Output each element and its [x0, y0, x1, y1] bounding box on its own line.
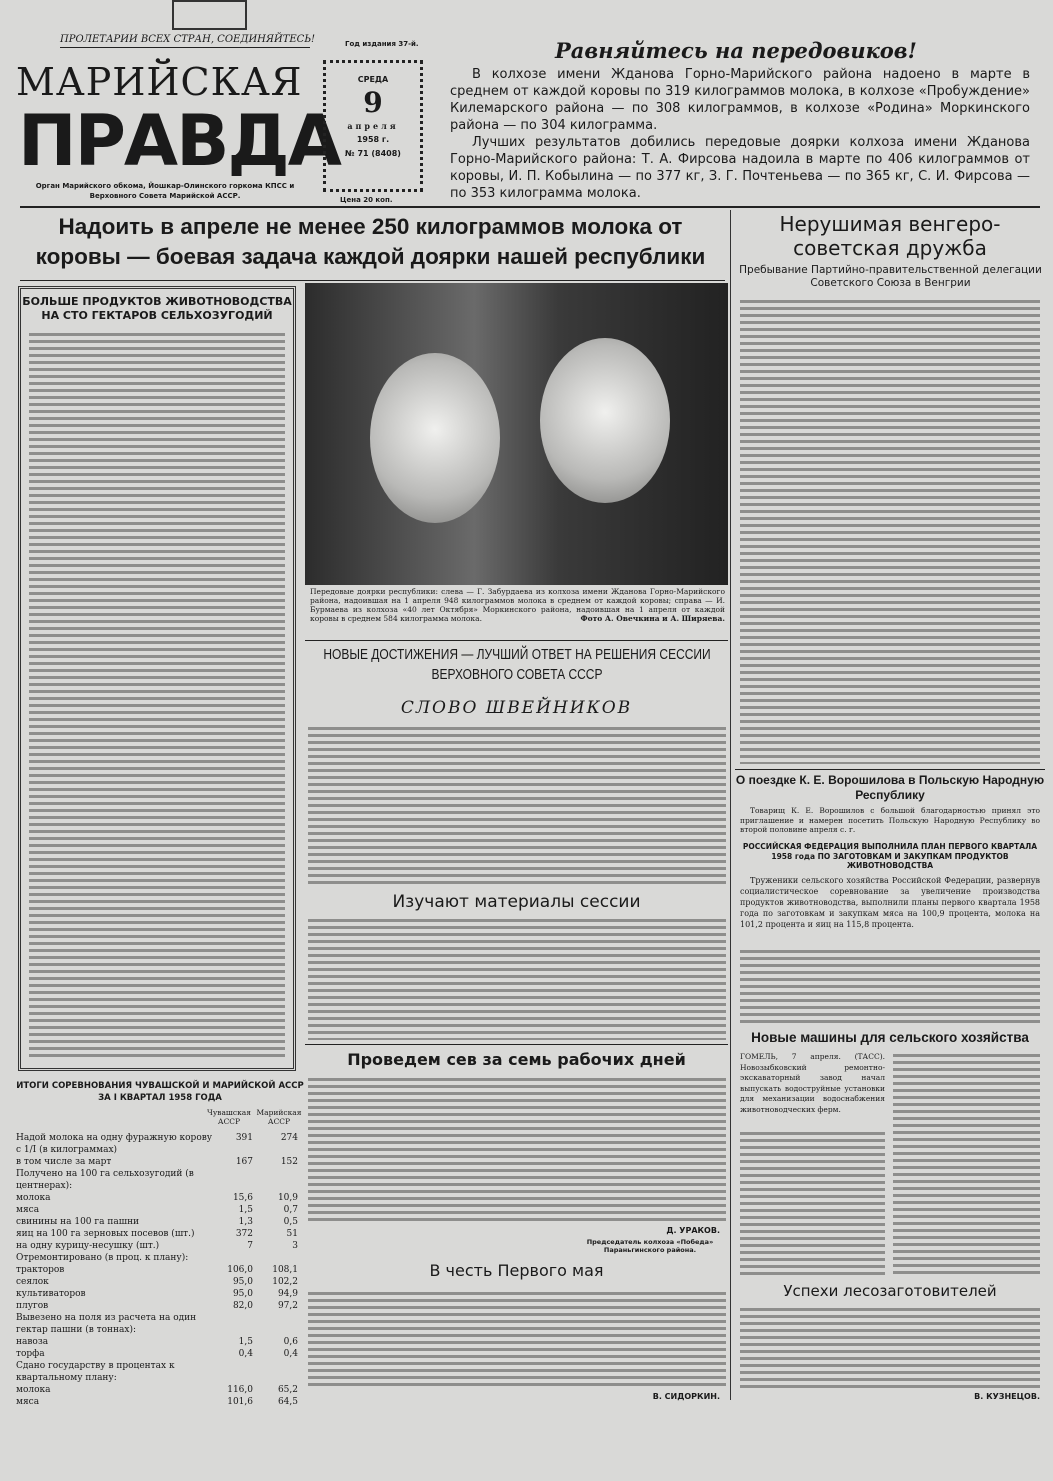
- article-text: [308, 917, 726, 1040]
- row-label: мяса: [16, 1205, 40, 1215]
- row-label: плугов: [16, 1301, 49, 1311]
- competition-table: [16, 1080, 304, 1408]
- column-header: Марийская АССР: [256, 1108, 302, 1126]
- mari-value: 94,9: [277, 1289, 298, 1299]
- center-headline: НОВЫЕ ДОСТИЖЕНИЯ — ЛУЧШИЙ ОТВЕТ НА РЕШЕНИЯ СЕССИИ ВЕРХОВНОГО СОВЕТА СССР: [323, 646, 711, 683]
- chuvash-value: 372: [235, 1229, 253, 1239]
- chuvash-value: 1,3: [238, 1217, 253, 1227]
- right-subhead: Пребывание Партийно-правительственной делегации Советского Союза в Венгрии: [739, 264, 1042, 289]
- photo-face-right: [540, 338, 670, 503]
- mari-value: [259, 1360, 304, 1384]
- chuvash-value: [214, 1252, 259, 1264]
- article-text: [740, 948, 1040, 1024]
- row-label: тракторов: [16, 1265, 65, 1275]
- machines-text: ГОМЕЛЬ, 7 апреля. (ТАСС). Новозыбковский ремонтно-экскаваторный завод начал выпускать водоструйные установки для механизации водоснабжения животноводческих ферм.: [740, 1052, 885, 1114]
- row-label: свинины на 100 га пашни: [16, 1217, 140, 1227]
- chuvash-value: 82,0: [232, 1301, 253, 1311]
- table-row: [16, 1264, 304, 1276]
- mari-value: [259, 1252, 304, 1264]
- mari-value: 65,2: [277, 1385, 298, 1395]
- voroshilov-text: Товарищ К. Е. Ворошилов с большой благодарностью принял это приглашение и намерен посетить Польскую Народную Республику во второй половине апреля с. г.: [740, 806, 1040, 834]
- chuvash-value: 391: [235, 1133, 253, 1143]
- row-label: Сдано государству в процентах к квартальному плану:: [16, 1361, 175, 1383]
- row-label: Получено на 100 га сельхозугодий (в центнерах):: [16, 1169, 194, 1191]
- article-text: [308, 1290, 726, 1388]
- article-text: [308, 1076, 726, 1224]
- row-label: яиц на 100 га зерновых посевов (шт.): [16, 1229, 195, 1239]
- right-headline: Нерушимая венгеро-советская дружба: [779, 212, 1001, 260]
- table-row: [16, 1360, 304, 1384]
- chuvash-value: [214, 1168, 259, 1192]
- table-row: [16, 1204, 304, 1216]
- mari-value: 97,2: [277, 1301, 298, 1311]
- rsfsr-text: Труженики сельского хозяйства Российской Федерации, развернув социалистическое соревнование за увеличение производства продуктов животноводства, выполнили планы первого квартала 1958 года по заготовкам и закупкам мяса на 100,9 процента, молока на 101,2 процента и яиц на 115,8 процента.: [740, 876, 1040, 929]
- table-row: [16, 1216, 304, 1228]
- chuvash-value: 101,6: [227, 1397, 253, 1407]
- chuvash-value: 95,0: [232, 1289, 253, 1299]
- subhead-seamstresses: СЛОВО ШВЕЙНИКОВ: [400, 698, 633, 718]
- title-line1: МАРИЙСКАЯ: [16, 60, 303, 104]
- slogan: ПРОЛЕТАРИИ ВСЕХ СТРАН, СОЕДИНЯЙТЕСЬ!: [60, 34, 310, 48]
- article-text: [893, 1052, 1040, 1278]
- row-label: торфа: [16, 1349, 45, 1359]
- signature-sidorkin: В. СИДОРКИН.: [652, 1392, 720, 1401]
- signature-urakov: Д. УРАКОВ.: [666, 1226, 720, 1235]
- subhead-sowing: Проведем сев за семь рабочих дней: [347, 1050, 686, 1069]
- chuvash-value: 1,5: [238, 1337, 253, 1347]
- table-row: [16, 1288, 304, 1300]
- dairymaids-photo: [305, 283, 728, 585]
- column-header: Чувашская АССР: [207, 1108, 251, 1126]
- article-text: [740, 1130, 885, 1278]
- main-headline: Надоить в апреле не менее 250 килограммов молока от коровы — боевая задача каждой доярки нашей республики: [35, 214, 706, 269]
- article-text: [740, 1306, 1040, 1388]
- price: Цена 20 коп.: [340, 196, 393, 204]
- publication-year: Год издания 37-й.: [345, 40, 419, 48]
- row-label: молока: [16, 1385, 51, 1395]
- rsfsr-headline: РОССИЙСКАЯ ФЕДЕРАЦИЯ ВЫПОЛНИЛА ПЛАН ПЕРВОГО КВАРТАЛА 1958 года ПО ЗАГОТОВКАМ И ЗАКУПКАМ ПРОДУКТОВ ЖИВОТНОВОДСТВА: [742, 842, 1038, 870]
- chuvash-value: [214, 1360, 259, 1384]
- row-label: молока: [16, 1193, 51, 1203]
- divider: [735, 769, 1045, 770]
- subhead-study: Изучают материалы сессии: [392, 892, 641, 912]
- mari-value: 51: [286, 1229, 298, 1239]
- row-label: Вывезено на поля из расчета на один гектар пашни (в тоннах):: [16, 1313, 197, 1335]
- signature-kuznetsov: В. КУЗНЕЦОВ.: [974, 1392, 1040, 1401]
- column-divider: [730, 210, 731, 1400]
- chuvash-value: 106,0: [227, 1265, 253, 1275]
- mari-value: 0,5: [283, 1217, 298, 1227]
- loggers-headline: Успехи лесозаготовителей: [783, 1282, 997, 1300]
- subhead-may-day: В честь Первого мая: [429, 1261, 604, 1280]
- table-row: [16, 1240, 304, 1252]
- table-row: [16, 1312, 304, 1336]
- row-label: на одну курицу-несушку (шт.): [16, 1241, 160, 1251]
- table-row: [16, 1228, 304, 1240]
- table-row: [16, 1132, 304, 1156]
- photo-caption: Передовые доярки республики: слева — Г. Забурдаева из колхоза имени Жданова Горно-Марийского района, надоившая на 1 апреля 948 килограммов молока в среднем от каждой коровы; справа — И. Бурмаева из колхоза «40 лет Октября» Моркинского района, надоившая на 1 апреля от каждой коровы в среднем 584 килограмма молока. Фото А. Овечкина и А. Ширяева.: [310, 587, 725, 623]
- photo-face-left: [370, 353, 500, 523]
- table-row: [16, 1192, 304, 1204]
- mari-value: [259, 1168, 304, 1192]
- article-text: [308, 725, 726, 885]
- mari-value: 108,1: [272, 1265, 298, 1275]
- date-box: [323, 60, 423, 192]
- weekday: СРЕДА: [357, 75, 389, 84]
- table-row: [16, 1156, 304, 1168]
- table-row: [16, 1384, 304, 1396]
- date-year: 1958 г.: [356, 135, 390, 144]
- headline-divider: [20, 280, 725, 281]
- mari-value: 102,2: [272, 1277, 298, 1287]
- mari-value: 152: [280, 1157, 298, 1167]
- voroshilov-headline: О поездке К. Е. Ворошилова в Польскую Народную Республику: [735, 773, 1045, 802]
- chuvash-value: 0,4: [238, 1349, 253, 1359]
- article-text: [29, 331, 285, 1060]
- table-row: [16, 1348, 304, 1360]
- row-label: в том числе за март: [16, 1157, 112, 1167]
- article-text: [740, 298, 1040, 764]
- lead-paragraph-1: В колхозе имени Жданова Горно-Марийского района надоено в марте в среднем от каждой коровы по 319 килограммов молока, в колхозе «Пробуждение» Килемарского района — по 308 килограммов, в колхозе «Родина» Моркинского района — по 304 килограмма.: [450, 67, 1030, 133]
- chuvash-value: 167: [235, 1157, 253, 1167]
- row-label: культиваторов: [16, 1289, 86, 1299]
- chuvash-value: 1,5: [238, 1205, 253, 1215]
- left-article-title: БОЛЬШЕ ПРОДУКТОВ ЖИВОТНОВОДСТВА НА СТО ГЕКТАРОВ СЕЛЬХОЗУГОДИЙ: [22, 295, 292, 322]
- chuvash-value: 15,6: [232, 1193, 253, 1203]
- table-row: [16, 1336, 304, 1348]
- chuvash-value: 116,0: [227, 1385, 253, 1395]
- mari-value: 274: [280, 1133, 298, 1143]
- lead-title: Равняйтесь на передовиков!: [555, 38, 917, 63]
- mari-value: [259, 1312, 304, 1336]
- masthead-divider: [20, 206, 1040, 208]
- month: апреля: [347, 121, 399, 131]
- row-label: Надой молока на одну фуражную корову с 1/I (в килограммах): [16, 1133, 213, 1155]
- left-article-box: [18, 286, 296, 1071]
- library-stamp: [172, 0, 247, 30]
- table-title: ИТОГИ СОРЕВНОВАНИЯ ЧУВАШСКОЙ И МАРИЙСКОЙ АССР ЗА I КВАРТАЛ 1958 ГОДА: [16, 1081, 304, 1103]
- mari-value: 3: [292, 1241, 298, 1251]
- mari-value: 0,7: [283, 1205, 298, 1215]
- chuvash-value: 7: [247, 1241, 253, 1251]
- row-label: сеялок: [16, 1277, 49, 1287]
- divider: [305, 1044, 728, 1045]
- title-line2: ПРАВДА: [18, 100, 340, 182]
- row-label: навоза: [16, 1337, 49, 1347]
- table-row: [16, 1396, 304, 1408]
- table-row: [16, 1300, 304, 1312]
- table-row: [16, 1252, 304, 1264]
- mari-value: 64,5: [277, 1397, 298, 1407]
- row-label: мяса: [16, 1397, 40, 1407]
- machines-headline: Новые машины для сельского хозяйства: [751, 1030, 1029, 1045]
- organ-line: Орган Марийского обкома, Йошкар-Олинского горкома КПСС и Верховного Совета Марийской АССР.: [35, 182, 295, 200]
- table-row: [16, 1168, 304, 1192]
- photo-credit: Фото А. Овечкина и А. Ширяева.: [580, 614, 725, 623]
- mari-value: 0,4: [283, 1349, 298, 1359]
- table-row: [16, 1276, 304, 1288]
- chuvash-value: [214, 1312, 259, 1336]
- divider: [305, 640, 728, 641]
- mari-value: 0,6: [283, 1337, 298, 1347]
- day: 9: [363, 86, 383, 119]
- signature-role: Председатель колхоза «Победа» Параньгинского района.: [586, 1238, 714, 1254]
- issue-number: № 71 (8408): [345, 149, 401, 158]
- lead-paragraph-2: Лучших результатов добились передовые доярки колхоза имени Жданова Горно-Марийского района: Т. А. Фирсова надоила в марте по 406 килограммов от коровы, И. П. Кобылина — по 377 кг, З. Г. Почтеньева — по 365 кг, С. И. Фирсова — по 353 килограмма молока.: [450, 135, 1030, 201]
- chuvash-value: 95,0: [232, 1277, 253, 1287]
- row-label: Отремонтировано (в проц. к плану):: [16, 1253, 189, 1263]
- mari-value: 10,9: [277, 1193, 298, 1203]
